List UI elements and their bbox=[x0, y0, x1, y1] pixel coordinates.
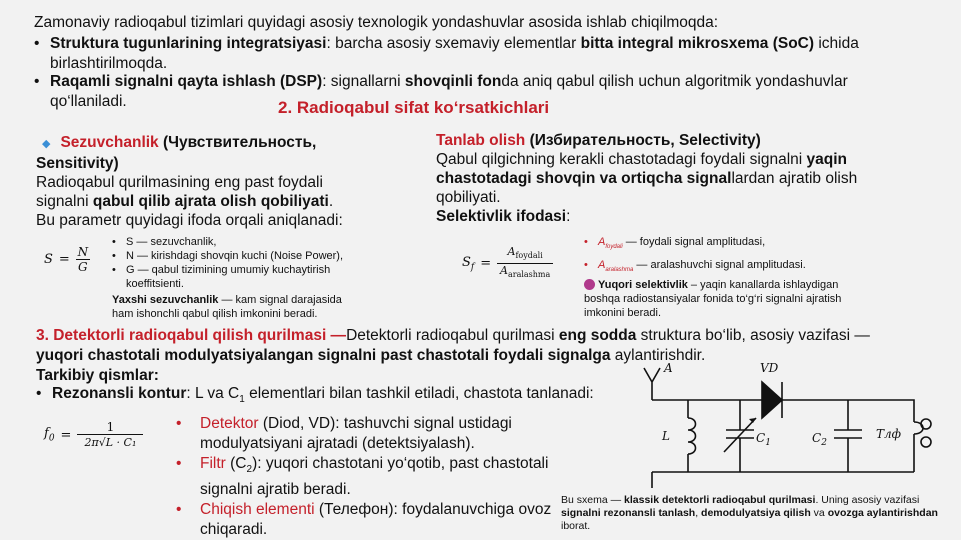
formula-lhs-sub: f bbox=[470, 262, 475, 273]
detector-line2: modulyatsiyani ajratadi (detektsiyalash). bbox=[200, 435, 475, 452]
intro-b1-bold: Struktura tugunlarining integratsiyasi bbox=[50, 35, 327, 52]
selectivity-title-red: Tanlab olish bbox=[436, 132, 526, 149]
intro-b1-bold2: bitta integral mikrosxema (SoC) bbox=[580, 35, 815, 52]
bullet-dot-icon: • bbox=[584, 259, 588, 272]
formula-denominator: 2π√L · C₁ bbox=[84, 436, 137, 449]
caption-pre: Bu sxema — bbox=[561, 494, 625, 506]
legend-sym: A bbox=[598, 259, 606, 272]
formula-denominator: A bbox=[500, 264, 508, 278]
caption-bold: ovozga aylantirishdan bbox=[827, 507, 938, 519]
svg-text:C1 bbox=[756, 431, 771, 448]
formula-equals: = bbox=[480, 256, 492, 272]
intro-b2-bold2: shovqinli fon bbox=[404, 73, 502, 90]
intro-b1-end: ichida bbox=[814, 35, 859, 52]
formula-numerator: 1 bbox=[106, 420, 115, 434]
caption-bold: demodulyatsiya qilish bbox=[701, 507, 811, 519]
intro-b1-mid: : barcha asosiy sxemaviy elementlar bbox=[326, 35, 581, 52]
selectivity-p1-bold: yaqin bbox=[806, 151, 847, 168]
caption-bold: klassik detektorli radioqabul qurilmasi bbox=[624, 494, 816, 506]
selectivity-colon: : bbox=[566, 208, 571, 225]
intro-b2-mid: : signallarni bbox=[322, 73, 405, 90]
bullet-dot-icon: • bbox=[36, 385, 42, 402]
caption-bold: signalni rezonansli tanlash bbox=[561, 507, 696, 519]
kontur-bold: Rezonansli kontur bbox=[52, 385, 187, 402]
formula-equals: = bbox=[60, 427, 72, 443]
caption-mid: . Uning asosiy vazifasi bbox=[815, 494, 920, 506]
c2-label: C bbox=[812, 431, 822, 445]
components-list bbox=[176, 414, 576, 540]
legend-sub: aralashma bbox=[605, 267, 634, 274]
formula-fraction bbox=[76, 245, 90, 274]
section-2-title: 2. Radioqabul sifat ko‘rsatkichlari bbox=[278, 98, 550, 117]
selectivity-title-rest: (Избирательность, Selectivity) bbox=[525, 132, 761, 149]
legend-item: koeffitsienti. bbox=[126, 278, 184, 290]
kontur-end: elementlari bilan tashkil etiladi, chastota tanlanadi: bbox=[244, 385, 594, 402]
inductor-l bbox=[688, 418, 696, 454]
sensitivity-legend bbox=[112, 235, 382, 291]
phone-symbol bbox=[914, 422, 923, 472]
selectivity-formula-title: Selektivlik ifodasi bbox=[436, 208, 567, 225]
output-label: Chiqish elementi bbox=[200, 501, 315, 519]
intro-b2-cont: qo‘llaniladi. bbox=[50, 93, 127, 110]
detector-circuit-diagram bbox=[636, 360, 956, 492]
formula-denominator: G bbox=[78, 260, 88, 274]
formula-lhs-sub: 0 bbox=[48, 433, 55, 444]
sensitivity-title-line2: Sensitivity) bbox=[36, 155, 119, 172]
section-3-title-end: struktura bo‘lib, asosiy vazifasi — bbox=[636, 327, 870, 344]
bullet-dot-icon: • bbox=[176, 455, 182, 472]
formula-lhs: f bbox=[44, 426, 49, 442]
kontur-bullet bbox=[36, 384, 636, 410]
filter-line2: signalni ajratib beradi. bbox=[200, 481, 351, 499]
intro-line: Zamonaviy radioqabul tizimlari quyidagi asosiy texnologik yondashuvlar asosida ishlab chiqilmoqda: bbox=[34, 14, 719, 31]
sensitivity-p2-pre: signalni bbox=[36, 193, 93, 210]
section-3-title-rest: Detektorli radioqabul qurilmasi bbox=[346, 327, 559, 344]
output-rest: (Телефон): foydalanuvchiga ovoz bbox=[314, 501, 552, 519]
bullet-dot-icon: • bbox=[34, 73, 40, 90]
diamond-bullet-icon: ◆ bbox=[42, 138, 51, 150]
sensitivity-formula bbox=[44, 245, 90, 274]
note-line3: imkonini beradi. bbox=[584, 307, 662, 320]
note-bold: Yuqori selektivlik bbox=[598, 279, 688, 292]
good-rest: — kam signal darajasida bbox=[218, 294, 342, 306]
caption-sep: , bbox=[695, 507, 702, 519]
selectivity-block bbox=[436, 131, 916, 226]
sensitivity-p2-end: . bbox=[328, 193, 334, 210]
formula-denominator-sub: aralashma bbox=[507, 270, 551, 280]
formula-fraction bbox=[497, 245, 553, 282]
intro-bullet-1 bbox=[34, 34, 914, 74]
note-line2: boshqa radiostansiyalar fonida to‘g‘ri signalni ajratish bbox=[584, 293, 842, 306]
resonance-formula bbox=[44, 420, 143, 450]
sensitivity-p1: Radioqabul qurilmasining eng past foydali bbox=[36, 174, 323, 191]
sensitivity-title-red: Sezuvchanlik bbox=[60, 134, 159, 151]
filter-sub: 2 bbox=[246, 464, 253, 476]
bullet-dot-icon: • bbox=[176, 501, 182, 519]
legend-item: N — kirishdagi shovqin kuchi (Noise Power), bbox=[126, 250, 344, 262]
capacitor-c2 bbox=[834, 400, 862, 472]
bullet-dot-icon: • bbox=[34, 35, 40, 52]
bullet-dot-icon: • bbox=[112, 236, 116, 248]
c1-sub: 1 bbox=[765, 438, 771, 448]
sensitivity-p2-bold: qabul qilib ajrata olish qobiliyati bbox=[92, 193, 329, 210]
target-icon bbox=[584, 279, 595, 290]
antenna-symbol bbox=[644, 368, 660, 400]
formula-lhs: S bbox=[44, 252, 53, 267]
intro-b1-cont: birlashtirilmoqda. bbox=[50, 55, 168, 72]
selectivity-p2-end: lardan ajratib olish bbox=[731, 170, 858, 187]
good-line2: ham ishonchli qabul qilish imkonini beradi. bbox=[112, 308, 318, 320]
sensitivity-title-rest: (Чувствительность, bbox=[158, 134, 317, 151]
parts-title: Tarkibiy qismlar: bbox=[36, 367, 159, 384]
selectivity-p1: Qabul qilgichning kerakli chastotadagi foydali signalni bbox=[436, 151, 807, 168]
kontur-rest: : L va C bbox=[186, 385, 240, 402]
section-3-title-bold: eng sodda bbox=[558, 327, 637, 344]
sensitivity-good bbox=[112, 293, 382, 321]
formula-fraction bbox=[77, 420, 143, 450]
legend-item: S — sezuvchanlik, bbox=[126, 236, 217, 248]
caption-line3: iborat. bbox=[561, 520, 591, 532]
formula-lhs: S bbox=[462, 254, 471, 270]
section-3-line2-bold: yuqori chastotali modulyatsiyalangan signalni past chastotali foydali signalga bbox=[36, 347, 611, 364]
formula-equals: = bbox=[58, 252, 70, 267]
top-wire-right bbox=[796, 400, 914, 422]
selectivity-p3: qobiliyati. bbox=[436, 189, 501, 206]
legend-sym: A bbox=[598, 236, 606, 248]
formula-numerator: A bbox=[507, 245, 516, 258]
bullet-dot-icon: • bbox=[584, 236, 588, 248]
caption-mid: va bbox=[810, 507, 828, 519]
note-rest: – yaqin kanallarda ishlaydigan bbox=[687, 279, 839, 292]
formula-numerator-sub: foydali bbox=[515, 251, 543, 261]
inductor-label: L bbox=[662, 429, 670, 443]
filter-label: Filtr bbox=[200, 455, 226, 472]
intro-b2-end: da aniq qabul qilish uchun algoritmik yondashuvlar bbox=[501, 73, 848, 90]
bullet-dot-icon: • bbox=[112, 250, 116, 262]
sensitivity-block bbox=[36, 133, 416, 230]
legend-item: — aralashuvchi signal amplitudasi. bbox=[633, 259, 806, 272]
good-bold: Yaxshi sezuvchanlik bbox=[112, 294, 219, 306]
diode-label: VD bbox=[760, 361, 779, 375]
c1-label: C bbox=[756, 431, 766, 445]
detector-label: Detektor bbox=[200, 415, 259, 432]
antenna-label: A bbox=[664, 361, 673, 375]
kontur-sub: 1 bbox=[239, 394, 245, 406]
output-line2: chiqaradi. bbox=[200, 521, 268, 539]
phone-label: Тлф bbox=[876, 427, 902, 441]
selectivity-formula bbox=[462, 245, 553, 282]
bullet-dot-icon: • bbox=[176, 415, 182, 432]
legend-item: G — qabul tizimining umumiy kuchaytirish bbox=[126, 264, 331, 276]
section-3-line2-end: aylantirishdir. bbox=[610, 347, 706, 364]
c2-sub: 2 bbox=[821, 438, 827, 448]
filter-rest: (C bbox=[225, 455, 247, 472]
formula-numerator: N bbox=[77, 245, 89, 259]
legend-sub: foydali bbox=[605, 244, 623, 251]
detector-rest: (Diod, VD): tashuvchi signal ustidagi bbox=[258, 415, 512, 432]
legend-item: — foydali signal amplitudasi, bbox=[622, 236, 766, 248]
section-3-title-red: 3. Detektorli radioqabul qilish qurilmasi — bbox=[36, 327, 347, 344]
selectivity-legend bbox=[584, 235, 884, 320]
bullet-dot-icon: • bbox=[112, 264, 116, 276]
selectivity-p2-bold: chastotadagi shovqin va ortiqcha signal bbox=[436, 170, 732, 187]
sensitivity-p3: Bu parametr quyidagi ifoda orqali aniqlanadi: bbox=[36, 212, 343, 229]
filter-end: ): yuqori chastotani yo‘qotib, past chastotali bbox=[252, 455, 549, 472]
circuit-caption bbox=[561, 494, 957, 533]
intro-b2-bold: Raqamli signalni qayta ishlash (DSP) bbox=[50, 73, 323, 90]
svg-text:C2 bbox=[812, 431, 827, 448]
